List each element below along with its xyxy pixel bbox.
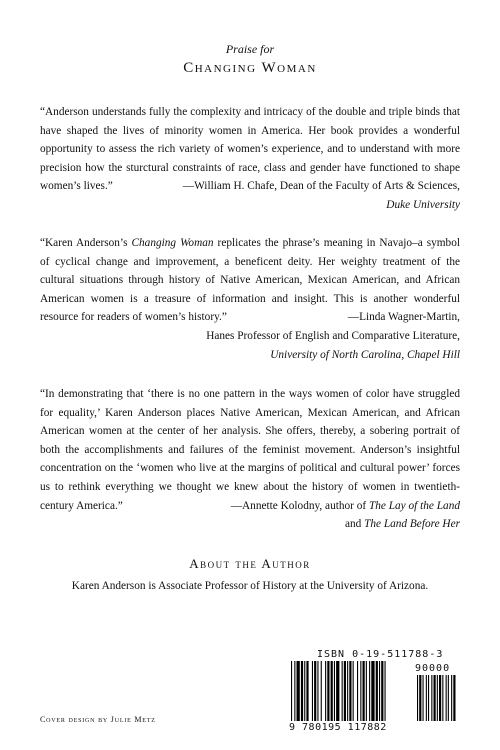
cover-design-credit: Cover design by Julie Metz (40, 715, 156, 724)
ean-number: 9 780195 117882 (289, 722, 387, 733)
blurb-text-body: “Karen Anderson’s (40, 237, 132, 249)
barcode-bar (342, 661, 343, 721)
addon-bar (451, 675, 452, 721)
affiliation-prefix: and (344, 518, 365, 531)
barcode-bar (291, 661, 292, 721)
barcode-bar (306, 661, 308, 721)
blurb-book-title: Changing Woman (131, 237, 214, 249)
blurb-affiliation: Hanes Professor of English and Comparative Literature, (206, 329, 460, 342)
barcode-bar (376, 661, 378, 721)
barcode-bars (289, 661, 461, 723)
addon-bar (434, 675, 436, 721)
barcode-bar (301, 661, 303, 721)
attribution-italic: The Lay of the Land (368, 499, 460, 512)
addon-bar (419, 675, 421, 721)
barcode-bar (353, 661, 354, 721)
blurb-wagner-martin (40, 234, 460, 364)
attribution-text: —Linda Wagner-Martin, (347, 311, 460, 324)
blurb-chafe (40, 103, 460, 215)
barcode-bar (385, 661, 386, 721)
barcode-bar (334, 661, 335, 721)
addon-bar (431, 675, 432, 721)
blurb-affiliation (40, 515, 460, 534)
addon-bar (442, 675, 443, 721)
blurb-kolodny (40, 385, 460, 534)
blurb-text (40, 103, 460, 196)
addon-bar (446, 675, 447, 721)
blurb-text-body: “Anderson understands fully the complexity and intricacy of the double and triple binds that have shaped the lives of minority women in America. Her book provides a wonderful opportunity to assess the rich variety of women’s experience, and to understand with more precision how the sturctural constraints of race, class and gender have functioned to shape women’s lives.” (40, 106, 460, 193)
barcode-bar (357, 661, 358, 721)
addon-bar (428, 675, 429, 721)
barcode-bar (325, 661, 326, 721)
barcode-bar (314, 661, 316, 721)
barcode-bar (327, 661, 329, 721)
barcode-bar (381, 661, 383, 721)
blurb-affiliation-2 (40, 346, 460, 365)
attribution-text: —William H. Chafe, Dean of the Faculty of Arts & Sciences, (182, 180, 460, 193)
barcode-bar (371, 661, 374, 721)
barcode-bar (294, 661, 295, 721)
barcode-bar (331, 661, 333, 721)
affiliation-italic: University of North Carolina, Chapel Hill (270, 348, 460, 361)
isbn-barcode (289, 649, 461, 733)
blurb-attribution (183, 177, 460, 196)
barcode-bar (366, 661, 367, 721)
blurb-attribution (348, 308, 460, 327)
blurb-text-body-cont: replicates the phrase’s meaning in Navajo–a symbol of cyclical change and improvement, a beneficent deity. Her weighty treatment of the cultural situations through history of Native American, Mexican American, and African American women is a treasure of information and insight. This is another wonderful resource for readers of women’s history.” (40, 237, 460, 324)
barcode-bar (321, 661, 322, 721)
barcode-bar (349, 661, 351, 721)
addon-bar (439, 675, 441, 721)
barcode-bar (347, 661, 348, 721)
barcode-bar (312, 661, 313, 721)
isbn-label: ISBN 0-19-511788-3 (317, 649, 444, 660)
blurb-attribution (231, 497, 460, 516)
barcode-bar (363, 661, 365, 721)
barcode-bar (379, 661, 380, 721)
praise-for-label: Praise for (225, 42, 275, 56)
barcode-bar (336, 661, 339, 721)
about-author-text: Karen Anderson is Associate Professor of History at the University of Arizona. (71, 580, 429, 592)
addon-bar (437, 675, 438, 721)
barcode-bar (297, 661, 300, 721)
blurb-affiliation (40, 196, 460, 215)
addon-bar (453, 675, 455, 721)
book-title: Changing Woman (183, 60, 317, 76)
barcode-bar (360, 661, 361, 721)
barcode-bar (369, 661, 370, 721)
addon-bar (417, 675, 418, 721)
blurb-text (40, 385, 460, 515)
barcode-bar (344, 661, 346, 721)
addon-bar (448, 675, 449, 721)
about-author-heading: About the Author (189, 556, 311, 571)
barcode-bar (317, 661, 318, 721)
blurb-text (40, 234, 460, 327)
blurb-text-body: “In demonstrating that ‘there is no one pattern in the ways women of color have struggled for equality,’ Karen Anderson places Native American, Mexican American, and African American women at the center of her analysis. She offers, thereby, a sobering portrait of both the accomplishments and failures of the feminist movement. Anderson’s insightful concentration on the ‘women who live at the margins of political and cultural power’ forces us to rethink everything we thought we knew about the history of women in twentieth-century America.” (40, 388, 460, 512)
barcode-bar (304, 661, 305, 721)
affiliation-italic: The Land Before Her (364, 518, 460, 531)
affiliation-italic: Duke University (386, 198, 460, 211)
addon-bar (423, 675, 424, 721)
attribution-text: —Annette Kolodny, author of (230, 499, 369, 512)
addon-bar (426, 675, 427, 721)
price-addon: 90000 (415, 663, 451, 674)
